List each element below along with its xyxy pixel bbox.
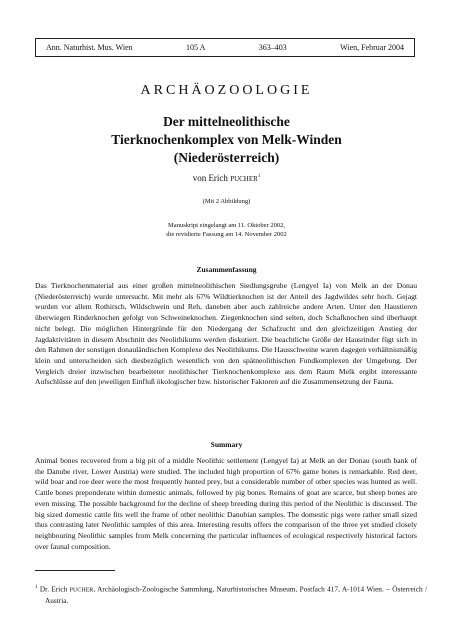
title-line-1: Der mittelneolithische — [163, 114, 290, 129]
author-surname: PUCHER — [230, 175, 258, 183]
paper-title — [0, 113, 453, 167]
journal-name: Ann. Naturhist. Mus. Wien — [46, 43, 133, 52]
author-line — [0, 173, 453, 183]
footnote-surname: PUCHER — [69, 587, 94, 594]
author-prefix: von Erich — [192, 173, 228, 183]
journal-header — [35, 38, 415, 57]
manuscript-revised: die revidierte Fassung am 14. November 2002 — [166, 231, 287, 238]
footnote-divider — [35, 570, 115, 571]
footnote-prefix: Dr. Erich — [39, 584, 68, 594]
author-footnote-mark: 1 — [257, 174, 261, 179]
manuscript-dates — [0, 221, 453, 239]
footnote-mark: 1 — [35, 585, 38, 590]
zusammenfassung-heading: Zusammenfassung — [196, 265, 257, 274]
footnote — [35, 583, 427, 606]
section-title: ARCHÄOZOOLOGIE — [140, 83, 313, 98]
journal-pages: 363–403 — [258, 43, 287, 52]
manuscript-received: Manuskript eingelangt am 11. Oktober 2002, — [168, 222, 285, 229]
title-line-3: (Niederösterreich) — [173, 150, 280, 165]
journal-date: Wien, Februar 2004 — [340, 43, 404, 52]
title-line-2: Tierknochenkomplex von Melk-Winden — [111, 132, 342, 147]
footnote-text: , Archäologisch-Zoologische Sammlung, Naturhistorisches Museum, Postfach 417, A-1014 Wien. – Österreich / Austria. — [45, 584, 428, 605]
summary-heading: Summary — [210, 440, 243, 449]
figures-note: (Mit 2 Abbildung) — [202, 198, 251, 205]
zusammenfassung-text: Das Tierknochenmaterial aus einer großen mittelneolithischen Siedlungsgrube (Lengyel Ia) von Melk an der Donau (Niederösterreich) wurde untersucht. Mit mehr als 67% Wildtierknochen ist der Anteil des Jagdwildes sehr hoch. Gejagt wurden vor allem Rothirsch, Wildschwein und Reh, daneben aber auch zahlreiche andere Arten. Unter den Haustieren überwiegen Rinderknochen gefolgt von Schweineknochen. Ziegenknochen sind selten, doch Schafknochen sind überhaupt nicht belegt. Die möglichen Hintergründe für den Niedergang der Schafzucht und den gleichzeitigen Anstieg der Jagdaktivitäten in diesem Abschnitt des Neolithikums werden diskutiert. Die beachtliche Größe der Hausrinder fügt sich in den Rahmen der sonstigen donauländischen Komplexe des Neolithikums. Die Hausschweine waren dagegen verhältnismäßig klein und unterscheiden sich diesbezüglich wesentlich von den spätneolithischen Fundkomplexen der Umgebung. Der Vergleich dreier inzwischen bearbeiteter neolithischer Tierknochenkomplexe aus dem Raum Melk ergibt interessante Aufschlüsse auf den jeweiligen Einfluß ökologischer bzw. historischer Faktoren auf die Zusammensetzung der Fauna. — [35, 281, 417, 387]
summary-text: Animal bones recovered from a big pit of a middle Neolithic settlement (Lengyel Ia) at Melk an der Donau (south bank of the Danube river, Lower Austria) were studied. The included high proportion of 67% game bones is remarkable. Red deer, wild boar and roe deer were the most frequently hunted prey, but a considerable number of other species was hunted as well. Cattle bones preponderate within domestic animals, followed by pig bones. Remains of goat are scarce, but sheep bones are even missing. The possible background for the decline of sheep breeding during this period of the Neolithic is discussed. The big sized domestic cattle fits well the frame of other neolithic Danubian samples. The domestic pigs were rather small sized thus contrasting later Neolithic samples of this area. Interesting results offers the comparison of the three yet studied closely neighbouring Neolithic samples from Melk concerning the particular influences of ecological respectively historical factors over faunal composition. — [35, 456, 417, 551]
journal-volume: 105 A — [186, 43, 206, 52]
